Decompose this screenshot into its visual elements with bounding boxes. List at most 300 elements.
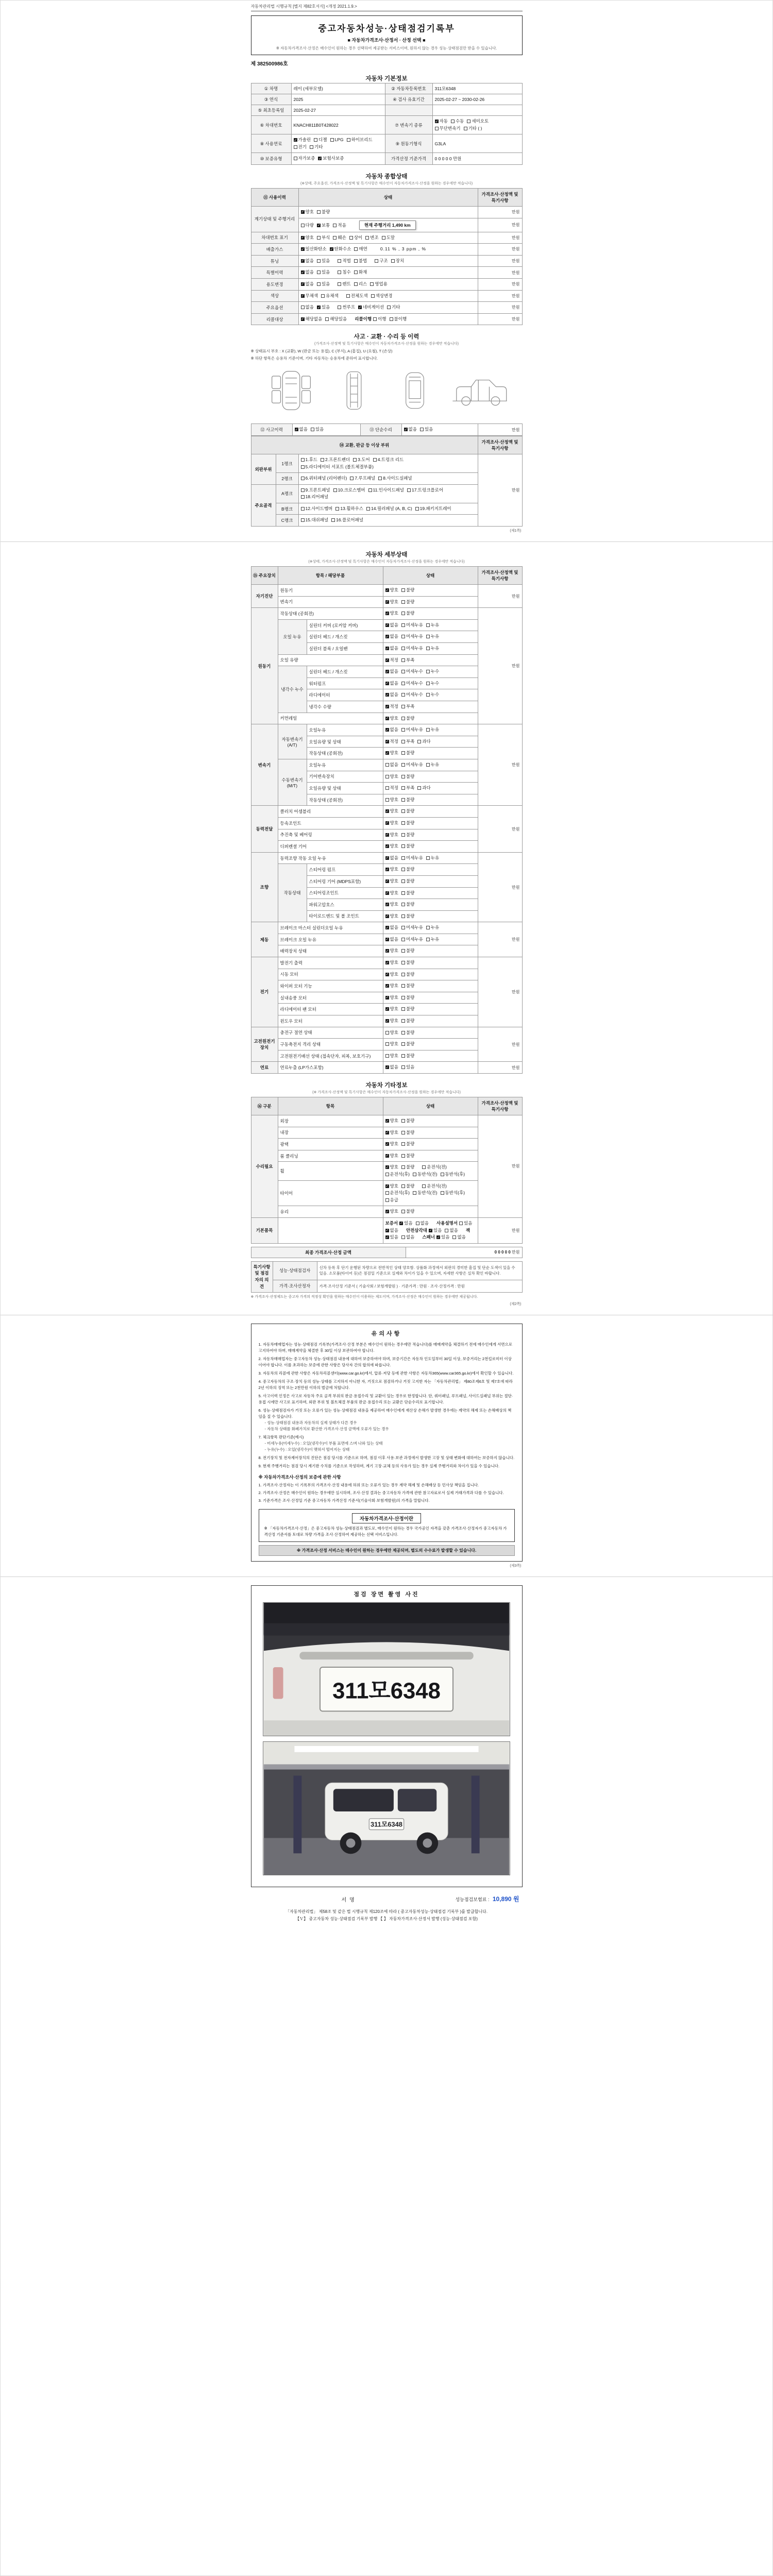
checkbox-option[interactable] (294, 144, 307, 151)
checkbox-checked-icon[interactable] (385, 844, 389, 848)
checkbox-option[interactable] (385, 1190, 410, 1197)
checkbox-unchecked-icon[interactable] (338, 259, 341, 263)
checkbox-unchecked-icon[interactable] (401, 821, 405, 825)
checkbox-checked-icon[interactable] (385, 903, 389, 906)
checkbox-option[interactable] (401, 587, 414, 594)
checkbox-unchecked-icon[interactable] (401, 1154, 405, 1158)
checkbox-checked-icon[interactable] (317, 306, 321, 309)
checkbox-option[interactable] (385, 645, 398, 652)
checkbox-unchecked-icon[interactable] (401, 914, 405, 918)
checkbox-option[interactable] (391, 258, 404, 265)
checkbox-option[interactable] (401, 913, 414, 920)
checkbox-option[interactable] (385, 1018, 398, 1025)
checkbox-checked-icon[interactable] (385, 809, 389, 813)
checkbox-option[interactable] (385, 715, 398, 722)
checkbox-unchecked-icon[interactable] (354, 259, 358, 263)
checkbox-unchecked-icon[interactable] (401, 996, 405, 999)
checkbox-option[interactable] (401, 1141, 414, 1148)
checkbox-checked-icon[interactable] (435, 120, 439, 123)
checkbox-option[interactable] (401, 796, 414, 804)
checkbox-checked-icon[interactable] (385, 600, 389, 604)
checkbox-unchecked-icon[interactable] (366, 507, 370, 511)
checkbox-option[interactable] (417, 785, 430, 792)
checkbox-option[interactable] (413, 1171, 438, 1178)
checkbox-checked-icon[interactable] (404, 428, 408, 431)
checkbox-checked-icon[interactable] (385, 973, 389, 976)
checkbox-unchecked-icon[interactable] (401, 1210, 405, 1213)
checkbox-option[interactable] (317, 222, 330, 229)
checkbox-option[interactable] (385, 668, 398, 675)
checkbox-unchecked-icon[interactable] (420, 428, 424, 431)
checkbox-option[interactable] (385, 1029, 398, 1037)
checkbox-option[interactable] (301, 487, 330, 494)
checkbox-unchecked-icon[interactable] (401, 1019, 405, 1023)
checkbox-unchecked-icon[interactable] (401, 903, 405, 906)
checkbox-option[interactable] (426, 726, 439, 734)
checkbox-unchecked-icon[interactable] (422, 1184, 426, 1188)
checkbox-option[interactable] (426, 633, 439, 640)
checkbox-unchecked-icon[interactable] (401, 1184, 405, 1188)
checkbox-unchecked-icon[interactable] (301, 458, 305, 462)
checkbox-option[interactable] (426, 680, 439, 687)
checkbox-option[interactable] (301, 464, 374, 471)
checkbox-unchecked-icon[interactable] (413, 1173, 416, 1176)
checkbox-option[interactable] (301, 494, 329, 501)
checkbox-option[interactable] (385, 1183, 398, 1190)
checkbox-checked-icon[interactable] (301, 210, 305, 214)
checkbox-option[interactable] (301, 209, 314, 216)
checkbox-unchecked-icon[interactable] (301, 306, 305, 309)
checkbox-unchecked-icon[interactable] (441, 1191, 444, 1195)
checkbox-option[interactable] (401, 878, 414, 885)
checkbox-unchecked-icon[interactable] (347, 138, 350, 142)
checkbox-unchecked-icon[interactable] (426, 682, 430, 685)
checkbox-option[interactable] (401, 599, 414, 606)
checkbox-option[interactable] (373, 316, 386, 323)
checkbox-option[interactable] (335, 505, 363, 513)
checkbox-option[interactable] (385, 913, 398, 920)
checkbox-option[interactable] (366, 505, 412, 513)
checkbox-option[interactable] (354, 246, 367, 253)
checkbox-unchecked-icon[interactable] (401, 786, 405, 790)
checkbox-checked-icon[interactable] (385, 961, 389, 964)
checkbox-checked-icon[interactable] (385, 588, 389, 592)
checkbox-option[interactable] (426, 855, 439, 862)
checkbox-unchecked-icon[interactable] (321, 458, 324, 462)
checkbox-option[interactable] (375, 258, 388, 265)
checkbox-checked-icon[interactable] (385, 914, 389, 918)
checkbox-checked-icon[interactable] (385, 1154, 389, 1158)
checkbox-checked-icon[interactable] (429, 1229, 432, 1232)
checkbox-option[interactable] (301, 222, 314, 229)
checkbox-unchecked-icon[interactable] (445, 1229, 448, 1232)
checkbox-option[interactable] (385, 936, 398, 943)
checkbox-option[interactable] (385, 924, 398, 931)
checkbox-checked-icon[interactable] (385, 623, 389, 627)
checkbox-option[interactable] (401, 610, 414, 617)
checkbox-option[interactable] (385, 1197, 398, 1204)
checkbox-option[interactable] (426, 936, 439, 943)
checkbox-unchecked-icon[interactable] (401, 1165, 405, 1169)
checkbox-unchecked-icon[interactable] (464, 127, 467, 130)
checkbox-unchecked-icon[interactable] (401, 938, 405, 941)
checkbox-checked-icon[interactable] (385, 682, 389, 685)
checkbox-unchecked-icon[interactable] (385, 798, 389, 802)
checkbox-unchecked-icon[interactable] (401, 1142, 405, 1146)
checkbox-option[interactable] (385, 1234, 398, 1241)
checkbox-option[interactable] (401, 994, 414, 1002)
checkbox-checked-icon[interactable] (385, 670, 389, 673)
checkbox-unchecked-icon[interactable] (371, 294, 375, 298)
checkbox-option[interactable] (401, 761, 423, 769)
checkbox-option[interactable] (401, 750, 414, 757)
checkbox-unchecked-icon[interactable] (370, 282, 374, 286)
checkbox-option[interactable] (385, 832, 398, 839)
checkbox-option[interactable] (436, 1234, 449, 1241)
checkbox-option[interactable] (467, 118, 489, 125)
checkbox-option[interactable] (401, 645, 423, 652)
checkbox-unchecked-icon[interactable] (333, 488, 337, 492)
checkbox-unchecked-icon[interactable] (401, 775, 405, 778)
checkbox-checked-icon[interactable] (385, 1007, 389, 1011)
checkbox-option[interactable] (401, 901, 414, 908)
checkbox-checked-icon[interactable] (385, 717, 389, 720)
checkbox-option[interactable] (385, 890, 398, 897)
checkbox-option[interactable] (401, 657, 414, 664)
checkbox-option[interactable] (385, 1129, 398, 1137)
checkbox-option[interactable] (401, 668, 423, 675)
checkbox-option[interactable] (401, 773, 414, 781)
checkbox-option[interactable] (387, 304, 400, 311)
checkbox-option[interactable] (301, 475, 347, 482)
checkbox-unchecked-icon[interactable] (311, 428, 314, 431)
checkbox-option[interactable] (385, 1141, 398, 1148)
checkbox-option[interactable] (382, 234, 395, 242)
checkbox-option[interactable] (464, 125, 482, 132)
checkbox-option[interactable] (401, 622, 423, 629)
checkbox-option[interactable] (371, 293, 393, 300)
checkbox-option[interactable] (435, 125, 461, 132)
checkbox-option[interactable] (385, 1171, 410, 1178)
checkbox-checked-icon[interactable] (385, 984, 389, 988)
checkbox-unchecked-icon[interactable] (335, 507, 339, 511)
checkbox-option[interactable] (385, 726, 398, 734)
checkbox-unchecked-icon[interactable] (401, 809, 405, 813)
checkbox-option[interactable] (401, 1006, 414, 1013)
checkbox-option[interactable] (451, 118, 464, 125)
checkbox-option[interactable] (401, 971, 414, 978)
checkbox-option[interactable] (385, 1164, 398, 1171)
checkbox-checked-icon[interactable] (385, 647, 389, 650)
checkbox-option[interactable] (385, 866, 398, 873)
checkbox-option[interactable] (368, 487, 404, 494)
checkbox-unchecked-icon[interactable] (346, 294, 350, 298)
checkbox-unchecked-icon[interactable] (401, 868, 405, 871)
checkbox-unchecked-icon[interactable] (452, 1235, 456, 1239)
checkbox-unchecked-icon[interactable] (317, 210, 321, 214)
checkbox-option[interactable] (338, 258, 350, 265)
checkbox-checked-icon[interactable] (301, 270, 305, 274)
checkbox-unchecked-icon[interactable] (401, 1131, 405, 1134)
checkbox-checked-icon[interactable] (385, 1184, 389, 1188)
checkbox-option[interactable] (385, 1041, 398, 1048)
checkbox-option[interactable] (401, 890, 414, 897)
checkbox-option[interactable] (426, 691, 439, 699)
checkbox-unchecked-icon[interactable] (401, 1065, 405, 1069)
checkbox-unchecked-icon[interactable] (338, 270, 341, 274)
checkbox-unchecked-icon[interactable] (401, 1031, 405, 1035)
checkbox-option[interactable] (385, 820, 398, 827)
checkbox-option[interactable] (294, 155, 315, 162)
checkbox-option[interactable] (354, 281, 367, 288)
checkbox-option[interactable] (385, 1053, 398, 1060)
checkbox-option[interactable] (385, 959, 398, 967)
checkbox-option[interactable] (416, 1220, 429, 1227)
checkbox-unchecked-icon[interactable] (368, 488, 372, 492)
checkbox-unchecked-icon[interactable] (349, 236, 353, 240)
checkbox-option[interactable] (385, 878, 398, 885)
checkbox-checked-icon[interactable] (317, 224, 321, 227)
checkbox-option[interactable] (385, 587, 398, 594)
checkbox-unchecked-icon[interactable] (407, 488, 411, 492)
checkbox-option[interactable] (401, 715, 414, 722)
checkbox-option[interactable] (385, 750, 398, 757)
checkbox-unchecked-icon[interactable] (401, 1054, 405, 1058)
checkbox-option[interactable] (401, 959, 414, 967)
checkbox-unchecked-icon[interactable] (294, 157, 297, 160)
checkbox-option[interactable] (445, 1227, 458, 1234)
checkbox-unchecked-icon[interactable] (467, 120, 470, 123)
checkbox-unchecked-icon[interactable] (317, 270, 321, 274)
checkbox-option[interactable] (338, 281, 350, 288)
checkbox-option[interactable] (385, 738, 398, 745)
checkbox-checked-icon[interactable] (294, 138, 297, 142)
checkbox-unchecked-icon[interactable] (338, 306, 341, 309)
checkbox-unchecked-icon[interactable] (401, 926, 405, 929)
checkbox-unchecked-icon[interactable] (385, 1031, 389, 1035)
checkbox-unchecked-icon[interactable] (416, 1222, 419, 1225)
checkbox-checked-icon[interactable] (385, 868, 389, 871)
checkbox-option[interactable] (401, 843, 414, 850)
checkbox-checked-icon[interactable] (385, 612, 389, 615)
checkbox-unchecked-icon[interactable] (375, 259, 378, 263)
checkbox-unchecked-icon[interactable] (401, 984, 405, 988)
checkbox-option[interactable] (401, 1129, 414, 1137)
checkbox-unchecked-icon[interactable] (387, 306, 391, 309)
checkbox-option[interactable] (317, 281, 330, 288)
checkbox-option[interactable] (385, 622, 398, 629)
checkbox-option[interactable] (385, 691, 398, 699)
checkbox-option[interactable] (385, 994, 398, 1002)
checkbox-unchecked-icon[interactable] (317, 236, 321, 240)
checkbox-checked-icon[interactable] (301, 236, 305, 240)
checkbox-unchecked-icon[interactable] (401, 705, 405, 708)
checkbox-checked-icon[interactable] (385, 740, 389, 743)
checkbox-option[interactable] (426, 622, 439, 629)
checkbox-checked-icon[interactable] (385, 635, 389, 638)
checkbox-option[interactable] (385, 971, 398, 978)
checkbox-unchecked-icon[interactable] (401, 844, 405, 848)
checkbox-unchecked-icon[interactable] (301, 507, 305, 511)
checkbox-unchecked-icon[interactable] (401, 647, 405, 650)
checkbox-option[interactable] (330, 137, 344, 144)
checkbox-option[interactable] (301, 269, 314, 276)
checkbox-option[interactable] (401, 1018, 414, 1025)
checkbox-option[interactable] (358, 304, 384, 311)
checkbox-unchecked-icon[interactable] (331, 518, 335, 522)
checkbox-unchecked-icon[interactable] (426, 763, 430, 767)
checkbox-option[interactable] (333, 222, 346, 229)
checkbox-unchecked-icon[interactable] (435, 127, 439, 130)
checkbox-checked-icon[interactable] (385, 728, 389, 732)
checkbox-unchecked-icon[interactable] (350, 477, 354, 480)
checkbox-unchecked-icon[interactable] (317, 259, 321, 263)
checkbox-option[interactable] (422, 1164, 447, 1171)
checkbox-checked-icon[interactable] (385, 996, 389, 999)
checkbox-checked-icon[interactable] (385, 1210, 389, 1213)
checkbox-option[interactable] (321, 456, 350, 464)
checkbox-option[interactable] (385, 761, 398, 769)
checkbox-option[interactable] (301, 316, 323, 323)
checkbox-option[interactable] (365, 234, 378, 242)
checkbox-unchecked-icon[interactable] (401, 879, 405, 883)
checkbox-unchecked-icon[interactable] (301, 465, 305, 469)
checkbox-option[interactable] (301, 517, 329, 524)
checkbox-checked-icon[interactable] (385, 751, 389, 755)
checkbox-option[interactable] (385, 796, 398, 804)
checkbox-option[interactable] (401, 1029, 414, 1037)
checkbox-unchecked-icon[interactable] (401, 1007, 405, 1011)
checkbox-option[interactable] (318, 155, 344, 162)
checkbox-option[interactable] (317, 258, 330, 265)
checkbox-unchecked-icon[interactable] (401, 623, 405, 627)
checkbox-option[interactable] (385, 982, 398, 990)
checkbox-unchecked-icon[interactable] (415, 507, 419, 511)
checkbox-option[interactable] (349, 234, 362, 242)
checkbox-checked-icon[interactable] (385, 1165, 389, 1169)
checkbox-option[interactable] (385, 599, 398, 606)
checkbox-unchecked-icon[interactable] (426, 635, 430, 638)
checkbox-unchecked-icon[interactable] (441, 1173, 444, 1176)
checkbox-option[interactable] (370, 281, 388, 288)
checkbox-option[interactable] (295, 426, 308, 433)
checkbox-unchecked-icon[interactable] (426, 728, 430, 732)
checkbox-unchecked-icon[interactable] (385, 1198, 389, 1202)
checkbox-option[interactable] (441, 1190, 465, 1197)
checkbox-option[interactable] (401, 982, 414, 990)
checkbox-option[interactable] (417, 738, 430, 745)
checkbox-option[interactable] (338, 304, 355, 311)
checkbox-option[interactable] (385, 657, 398, 664)
checkbox-unchecked-icon[interactable] (401, 693, 405, 697)
checkbox-unchecked-icon[interactable] (385, 775, 389, 778)
checkbox-option[interactable] (401, 820, 414, 827)
checkbox-unchecked-icon[interactable] (385, 1042, 389, 1046)
checkbox-option[interactable] (401, 633, 423, 640)
checkbox-unchecked-icon[interactable] (401, 612, 405, 615)
checkbox-option[interactable] (401, 680, 423, 687)
checkbox-checked-icon[interactable] (385, 926, 389, 929)
checkbox-unchecked-icon[interactable] (401, 740, 405, 743)
checkbox-option[interactable] (385, 1064, 398, 1071)
checkbox-unchecked-icon[interactable] (401, 961, 405, 964)
checkbox-unchecked-icon[interactable] (301, 224, 305, 227)
checkbox-unchecked-icon[interactable] (401, 717, 405, 720)
checkbox-option[interactable] (401, 947, 414, 955)
checkbox-checked-icon[interactable] (385, 879, 389, 883)
checkbox-option[interactable] (333, 487, 365, 494)
checkbox-unchecked-icon[interactable] (426, 647, 430, 650)
checkbox-checked-icon[interactable] (318, 157, 322, 160)
checkbox-checked-icon[interactable] (385, 658, 389, 662)
checkbox-option[interactable] (401, 1183, 414, 1190)
checkbox-unchecked-icon[interactable] (391, 259, 395, 263)
checkbox-unchecked-icon[interactable] (354, 282, 358, 286)
checkbox-unchecked-icon[interactable] (426, 623, 430, 627)
checkbox-option[interactable] (426, 924, 439, 931)
checkbox-unchecked-icon[interactable] (426, 693, 430, 697)
checkbox-option[interactable] (401, 1234, 414, 1241)
checkbox-checked-icon[interactable] (385, 1019, 389, 1023)
checkbox-option[interactable] (426, 761, 439, 769)
checkbox-option[interactable] (401, 924, 423, 931)
checkbox-unchecked-icon[interactable] (321, 294, 325, 298)
checkbox-unchecked-icon[interactable] (401, 751, 405, 755)
checkbox-unchecked-icon[interactable] (413, 1191, 416, 1195)
checkbox-option[interactable] (452, 1234, 465, 1241)
checkbox-unchecked-icon[interactable] (459, 1222, 463, 1225)
checkbox-option[interactable] (350, 475, 375, 482)
checkbox-option[interactable] (401, 1117, 414, 1125)
checkbox-unchecked-icon[interactable] (385, 1173, 389, 1176)
checkbox-option[interactable] (426, 645, 439, 652)
checkbox-unchecked-icon[interactable] (385, 786, 389, 790)
checkbox-checked-icon[interactable] (385, 1229, 389, 1232)
checkbox-unchecked-icon[interactable] (385, 1054, 389, 1058)
checkbox-option[interactable] (401, 855, 423, 862)
checkbox-option[interactable] (390, 316, 407, 323)
checkbox-checked-icon[interactable] (385, 1131, 389, 1134)
checkbox-option[interactable] (385, 1153, 398, 1160)
checkbox-unchecked-icon[interactable] (325, 317, 329, 321)
checkbox-checked-icon[interactable] (385, 891, 389, 895)
checkbox-unchecked-icon[interactable] (401, 763, 405, 767)
checkbox-option[interactable] (373, 456, 404, 464)
checkbox-unchecked-icon[interactable] (365, 236, 369, 240)
checkbox-option[interactable] (330, 246, 351, 253)
checkbox-option[interactable] (317, 234, 330, 242)
checkbox-option[interactable] (399, 1220, 412, 1227)
checkbox-unchecked-icon[interactable] (310, 145, 313, 149)
checkbox-unchecked-icon[interactable] (426, 938, 430, 941)
checkbox-option[interactable] (354, 258, 367, 265)
checkbox-unchecked-icon[interactable] (338, 282, 341, 286)
checkbox-option[interactable] (385, 1117, 398, 1125)
checkbox-option[interactable] (413, 1190, 438, 1197)
checkbox-unchecked-icon[interactable] (401, 682, 405, 685)
checkbox-option[interactable] (294, 137, 311, 144)
checkbox-option[interactable] (317, 209, 330, 216)
checkbox-checked-icon[interactable] (385, 949, 389, 953)
checkbox-option[interactable] (301, 293, 318, 300)
checkbox-unchecked-icon[interactable] (401, 973, 405, 976)
checkbox-option[interactable] (333, 234, 346, 242)
checkbox-option[interactable] (401, 785, 414, 792)
checkbox-option[interactable] (317, 304, 330, 311)
checkbox-unchecked-icon[interactable] (354, 270, 358, 274)
checkbox-checked-icon[interactable] (385, 1065, 389, 1069)
checkbox-option[interactable] (415, 505, 451, 513)
